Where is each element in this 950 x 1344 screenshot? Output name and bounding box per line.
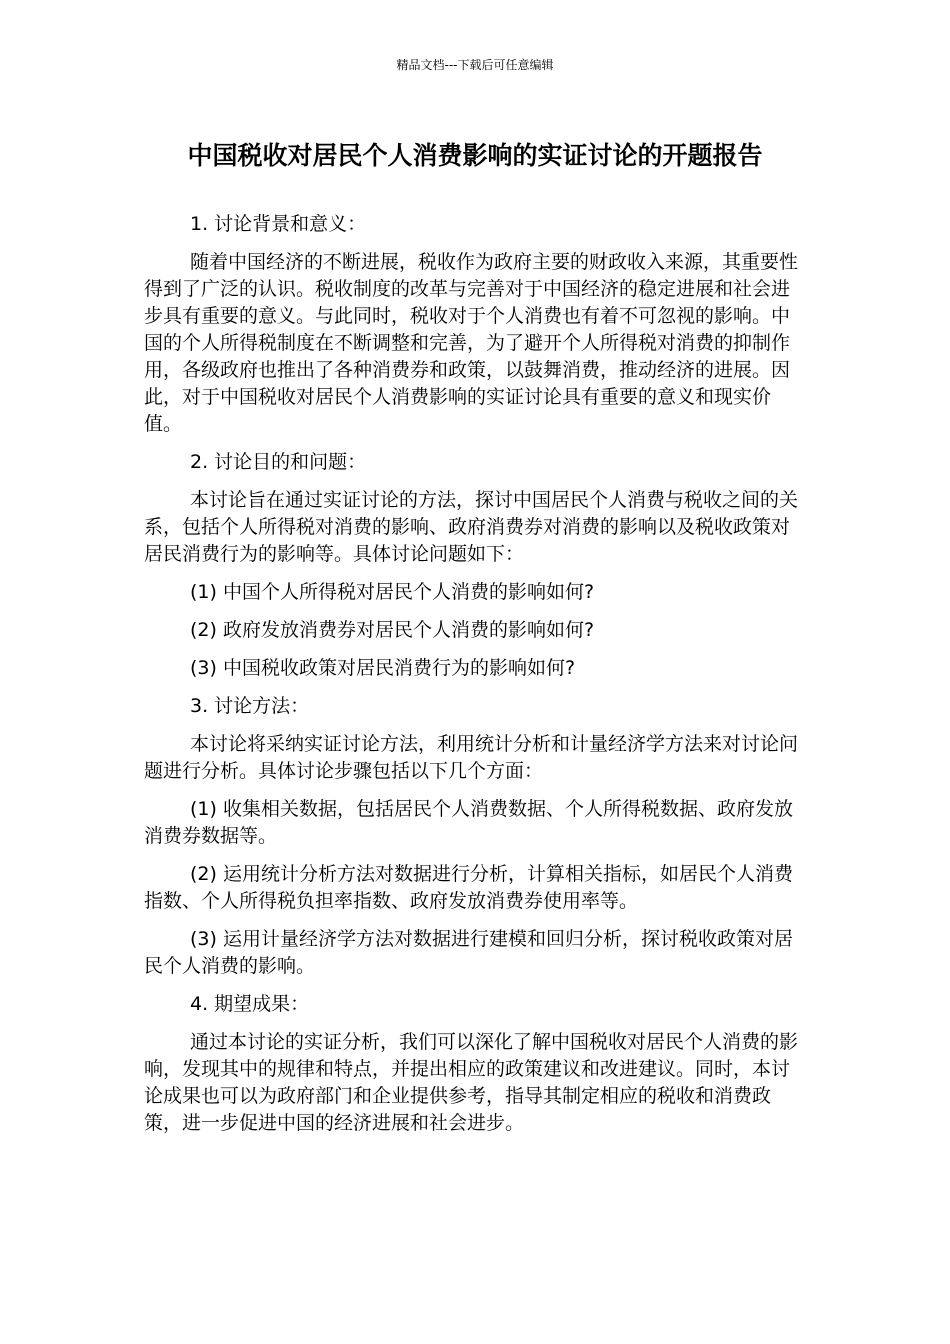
method-step-2: (2) 运用统计分析方法对数据进行分析，计算相关指标，如居民个人消费指数、个人所得税负担率指数、政府发放消费券使用率等。 <box>144 863 793 912</box>
document-body <box>144 211 808 1148</box>
section-heading-purpose: 2. 讨论目的和问题： <box>190 451 367 473</box>
paragraph-method: 本讨论将采纳实证讨论方法，利用统计分析和计量经济学方法来对讨论问题进行分析。具体讨论步骤包括以下几个方面： <box>144 733 799 782</box>
research-question-3: (3) 中国税收政策对居民消费行为的影响如何? <box>190 657 576 679</box>
section-heading-method: 3. 讨论方法： <box>190 695 310 717</box>
section-heading-outcomes: 4. 期望成果： <box>190 993 310 1015</box>
paragraph-purpose: 本讨论旨在通过实证讨论的方法，探讨中国居民个人消费与税收之间的关系，包括个人所得税对消费的影响、政府消费券对消费的影响以及税收政策对居民消费行为的影响等。具体讨论问题如下： <box>144 489 799 565</box>
header-note: 精品文档---下载后可任意编辑 <box>396 58 554 72</box>
paragraph-background: 随着中国经济的不断进展，税收作为政府主要的财政收入来源，其重要性得到了广泛的认识。税收制度的改革与完善对于中国经济的稳定进展和社会进步具有重要的意义。与此同时，税收对于个人消费也有着不可忽视的影响。中国的个人所得税制度在不断调整和完善，为了避开个人所得税对消费的抑制作用，各级政府也推出了各种消费券和政策，以鼓舞消费，推动经济的进展。因此，对于中国税收对居民个人消费影响的实证讨论具有重要的意义和现实价值。 <box>144 251 799 435</box>
section-heading-background: 1. 讨论背景和意义： <box>190 213 367 235</box>
method-step-1: (1) 收集相关数据，包括居民个人消费数据、个人所得税数据、政府发放消费券数据等。 <box>144 798 793 847</box>
research-question-1: (1) 中国个人所得税对居民个人消费的影响如何? <box>190 581 595 603</box>
document-title: 中国税收对居民个人消费影响的实证讨论的开题报告 <box>187 141 763 170</box>
paragraph-outcomes: 通过本讨论的实证分析，我们可以深化了解中国税收对居民个人消费的影响，发现其中的规律和特点，并提出相应的政策建议和改进建议。同时，本讨论成果也可以为政府部门和企业提供参考，指导其制定相应的税收和消费政策，进一步促进中国的经济进展和社会进步。 <box>144 1031 799 1134</box>
method-step-3: (3) 运用计量经济学方法对数据进行建模和回归分析，探讨税收政策对居民个人消费的影响。 <box>144 928 793 977</box>
research-question-2: (2) 政府发放消费券对居民个人消费的影响如何? <box>190 619 595 641</box>
